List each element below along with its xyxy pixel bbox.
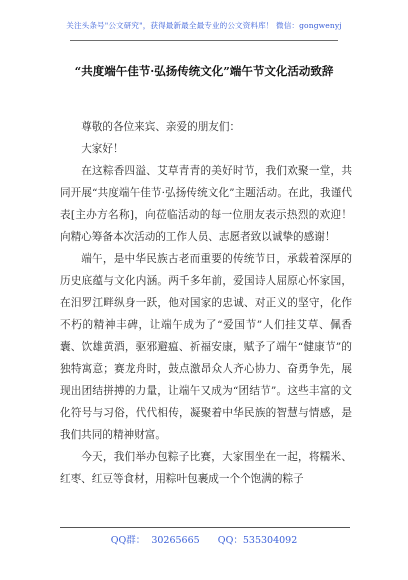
document-body — [60, 116, 352, 490]
footer-contact: QQ群： 30265665 QQ：535304092 — [110, 535, 298, 546]
header-notice: 关注头条号"公文研究"，获得最新最全最专业的公文资料库！ 微信：gongwenyj — [66, 21, 342, 30]
paragraph-3: 今天，我们举办包粽子比赛，大家围坐在一起，将糯米、红枣、红豆等食材，用粽叶包裹成一个个饱满的粽子 — [60, 451, 352, 485]
salutation: 尊敬的各位来宾、亲爱的朋友们： — [81, 121, 241, 133]
paragraph-1: 在这粽香四溢、艾草青青的美好时节，我们欢聚一堂，共同开展“共度端午佳节·弘扬传统文化”主题活动。在此，我谨代表[主办方名称]，向莅临活动的每一位朋友表示热烈的欢迎！向精心筹备本次活动的工作人员、志愿者致以诚挚的感谢！ — [60, 165, 352, 243]
greeting: 大家好！ — [81, 143, 124, 155]
header-divider — [70, 40, 338, 41]
footer-divider — [60, 527, 350, 528]
paragraph-2: 端午，是中华民族古老而重要的传统节日，承载着深厚的历史底蕴与文化内涵。两千多年前，爱国诗人屈原心怀家国，在汨罗江畔纵身一跃，他对国家的忠诚、对正义的坚守，化作不朽的精神丰碑，让端午成为了“爱国节”人们挂艾草、佩香囊、饮雄黄酒，驱邪避瘟、祈福安康，赋予了端午“健康节”的独特寓意；赛龙舟时，鼓点激昂众人齐心协力、奋勇争先，展现出团结拼搏的力量，让端午又成为“团结节”。这些丰富的文化符号与习俗，代代相传，凝聚着中华民族的智慧与情感，是我们共同的精神财富。 — [60, 253, 352, 441]
document-title: “共度端午佳节·弘扬传统文化”端午节文化活动致辞 — [74, 64, 334, 78]
